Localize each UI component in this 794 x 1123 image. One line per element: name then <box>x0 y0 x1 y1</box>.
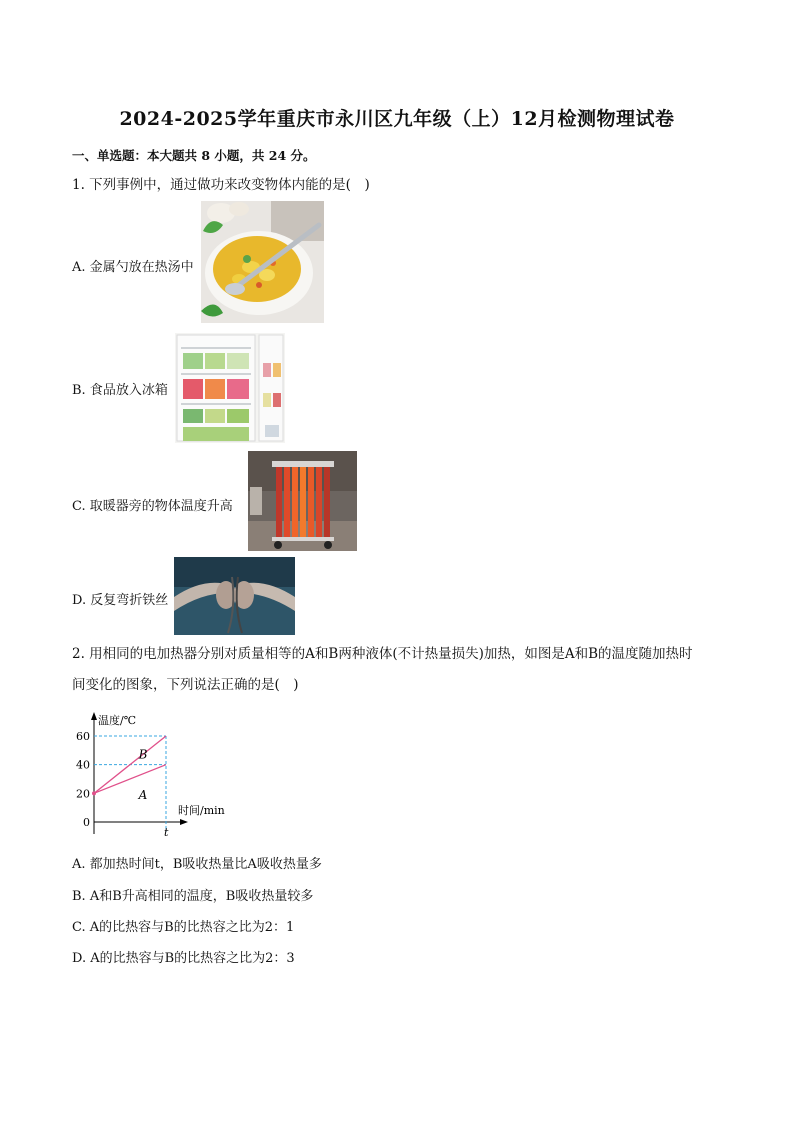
bending-wire-image <box>174 557 295 635</box>
x-axis-label: 时间/min <box>178 804 225 817</box>
q2-option-a: A. 都加热时间t，B吸收热量比A吸收热量多 <box>72 857 322 872</box>
series-label-A: A <box>138 788 148 802</box>
page-title: 2024-2025学年重庆市永川区九年级（上）12月检测物理试卷 <box>119 108 675 130</box>
q2-stem-line-1: 2. 用相同的电加热器分别对质量相等的A和B两种液体(不计热量损失)加热，如图是A和B的温度随加热时 <box>72 646 693 662</box>
y-tick-label-40: 40 <box>76 758 90 772</box>
temperature-time-graph <box>76 708 240 839</box>
q1-option-d: D. 反复弯折铁丝 <box>72 593 169 608</box>
y-tick-label-20: 20 <box>76 787 90 801</box>
q1-option-c: C. 取暖器旁的物体温度升高 <box>72 499 233 514</box>
heater-image <box>248 451 357 551</box>
y-axis-label: 温度/℃ <box>98 714 137 727</box>
q1-stem: 1. 下列事例中，通过做功来改变物体内能的是( ) <box>72 177 370 193</box>
q2-option-d: D. A的比热容与B的比热容之比为2：3 <box>72 951 295 966</box>
section-heading: 一、单选题：本大题共 8 小题，共 24 分。 <box>72 148 316 163</box>
fridge-image <box>175 333 285 443</box>
y-tick-label-60: 60 <box>76 730 90 743</box>
q2-stem-line-2: 间变化的图象，下列说法正确的是( ) <box>72 677 299 693</box>
series-label-B: B <box>138 747 148 762</box>
x-tick-label-t: t <box>164 826 169 839</box>
q1-option-b: B. 食品放入冰箱 <box>72 383 168 398</box>
x-axis-arrow <box>180 819 188 825</box>
y-tick-label-0: 0 <box>83 816 90 829</box>
q1-option-a: A. 金属勺放在热汤中 <box>72 260 194 275</box>
y-axis-arrow <box>91 712 97 720</box>
q2-option-c: C. A的比热容与B的比热容之比为2：1 <box>72 920 295 935</box>
series-line-A <box>94 765 166 794</box>
q2-option-b: B. A和B升高相同的温度，B吸收热量较多 <box>72 889 314 904</box>
soup-bowl-image <box>201 201 324 323</box>
start-point <box>92 791 96 795</box>
